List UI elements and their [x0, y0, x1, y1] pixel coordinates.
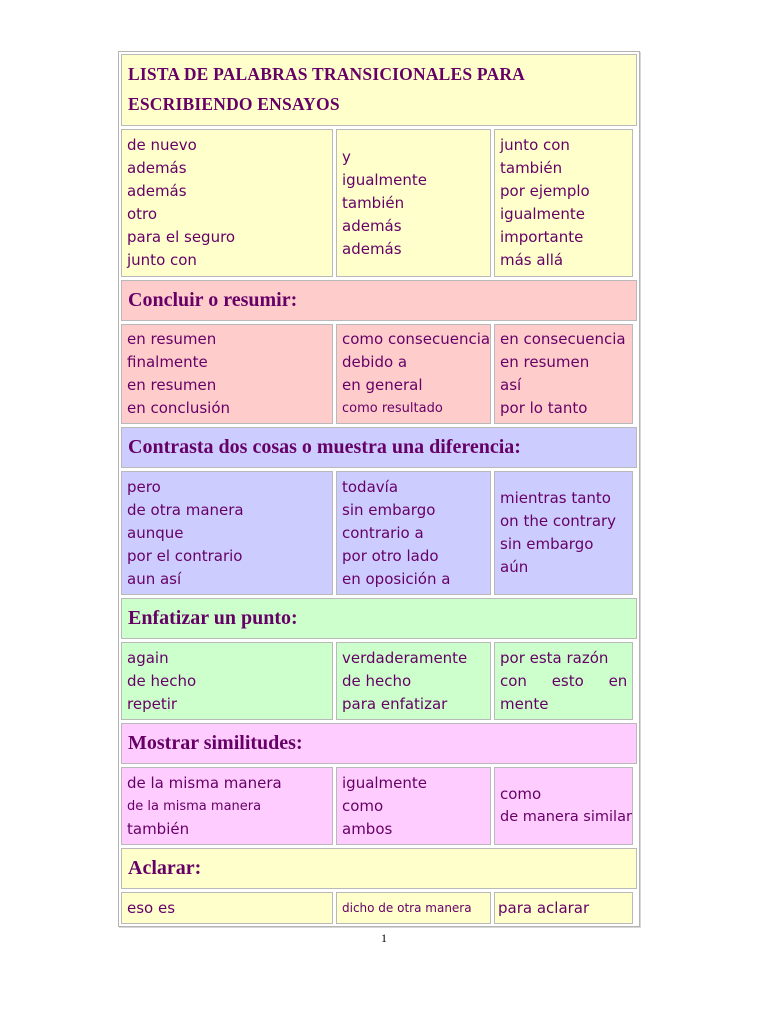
list-item: de la misma manera: [127, 773, 282, 792]
list-item: eso es: [127, 898, 176, 917]
list-item: aunque: [127, 523, 184, 542]
list-item: igualmente: [342, 170, 428, 189]
list-item: igualmente: [342, 773, 428, 792]
list-item: contrario a: [342, 523, 424, 542]
clarify-col-2: [336, 892, 491, 924]
list-item: también: [127, 819, 190, 838]
similarities-col-3: [494, 767, 633, 845]
list-item: por el contrario: [127, 546, 243, 565]
contrast-col-3: [494, 471, 633, 595]
list-item: por otro lado: [342, 546, 439, 565]
conclude-col-2: [336, 324, 491, 424]
list-item: aún: [500, 558, 529, 576]
list-item: ambos: [342, 819, 393, 838]
list-item: en general: [342, 376, 423, 394]
list-item: finalmente: [127, 353, 208, 371]
list-item: como: [500, 785, 542, 803]
document-title: [121, 54, 637, 126]
similarities-col-2: [336, 767, 491, 845]
list-item: junto con: [127, 251, 197, 269]
list-item: en consecuencia: [500, 330, 626, 348]
list-item: otro: [127, 205, 158, 223]
list-item: como consecuencia: [342, 330, 491, 348]
conclude-col-1: [121, 324, 333, 424]
list-item: mientras tanto: [500, 489, 611, 507]
list-item: así: [500, 376, 522, 394]
section-heading-similarities: Mostrar similitudes:: [121, 723, 637, 764]
list-item: on the contrary: [500, 512, 617, 530]
list-item: verdaderamente: [342, 648, 468, 667]
list-item: además: [342, 239, 402, 258]
list-item: por esta razón: [500, 648, 609, 667]
section-heading-clarify: Aclarar:: [121, 848, 637, 889]
clarify-col-1: [121, 892, 333, 924]
list-item: pero: [127, 477, 161, 496]
list-item: debido a: [342, 353, 408, 371]
contrast-col-1: [121, 471, 333, 595]
clarify-col-3: [494, 892, 633, 924]
intro-col-2: [336, 129, 491, 277]
list-item: en conclusión: [127, 399, 231, 417]
title-line-2: ESCRIBIENDO ENSAYOS: [128, 94, 340, 114]
section-heading-emphasize: Enfatizar un punto:: [121, 598, 637, 639]
list-item: para enfatizar: [342, 694, 448, 713]
list-item: en resumen: [500, 353, 590, 371]
list-item: en resumen: [127, 376, 217, 394]
list-item: además: [127, 159, 187, 177]
conclude-col-3: [494, 324, 633, 424]
list-item: importante: [500, 228, 584, 246]
emphasize-col-1: [121, 642, 333, 720]
list-item: como resultado: [342, 401, 443, 416]
list-item: además: [342, 216, 402, 235]
list-item: todavía: [342, 477, 399, 496]
list-item: en oposición a: [342, 569, 451, 588]
list-item: más allá: [500, 251, 564, 269]
list-item: de otra manera: [127, 500, 244, 519]
title-line-1: LISTA DE PALABRAS TRANSICIONALES PARA: [128, 64, 526, 84]
section-heading-contrast: Contrasta dos cosas o muestra una diferencia:: [121, 427, 637, 468]
list-item: de hecho: [127, 671, 197, 690]
intro-col-3: [494, 129, 633, 277]
list-item: en resumen: [127, 330, 217, 348]
list-item: sin embargo: [500, 535, 594, 553]
list-item: de la misma manera: [127, 798, 262, 814]
list-item: para aclarar: [498, 898, 590, 917]
list-item: como: [342, 796, 384, 815]
list-item: igualmente: [500, 205, 586, 223]
list-item: también: [342, 193, 405, 212]
transition-words-table: [118, 51, 640, 927]
section-heading-conclude: Concluir o resumir:: [121, 280, 637, 321]
list-item: también: [500, 159, 563, 177]
list-item: por lo tanto: [500, 399, 588, 417]
list-item: junto con: [500, 136, 570, 154]
emphasize-col-2: [336, 642, 491, 720]
emphasize-col-3: [494, 642, 633, 720]
list-item: y: [342, 147, 351, 166]
list-item: aun así: [127, 569, 182, 588]
list-item: mente: [500, 694, 549, 713]
list-item: por ejemplo: [500, 182, 590, 200]
list-item: con esto en: [500, 671, 628, 690]
list-item: para el seguro: [127, 228, 236, 246]
list-item: de manera similar: [500, 809, 632, 825]
list-item: de nuevo: [127, 136, 197, 154]
page-number: 1: [381, 931, 387, 945]
list-item: sin embargo: [342, 500, 436, 519]
similarities-col-1: [121, 767, 333, 845]
list-item: dicho de otra manera: [342, 900, 472, 915]
list-item: repetir: [127, 694, 178, 713]
list-item: de hecho: [342, 671, 412, 690]
list-item: además: [127, 182, 187, 200]
intro-col-1: [121, 129, 333, 277]
list-item: again: [127, 648, 169, 667]
contrast-col-2: [336, 471, 491, 595]
